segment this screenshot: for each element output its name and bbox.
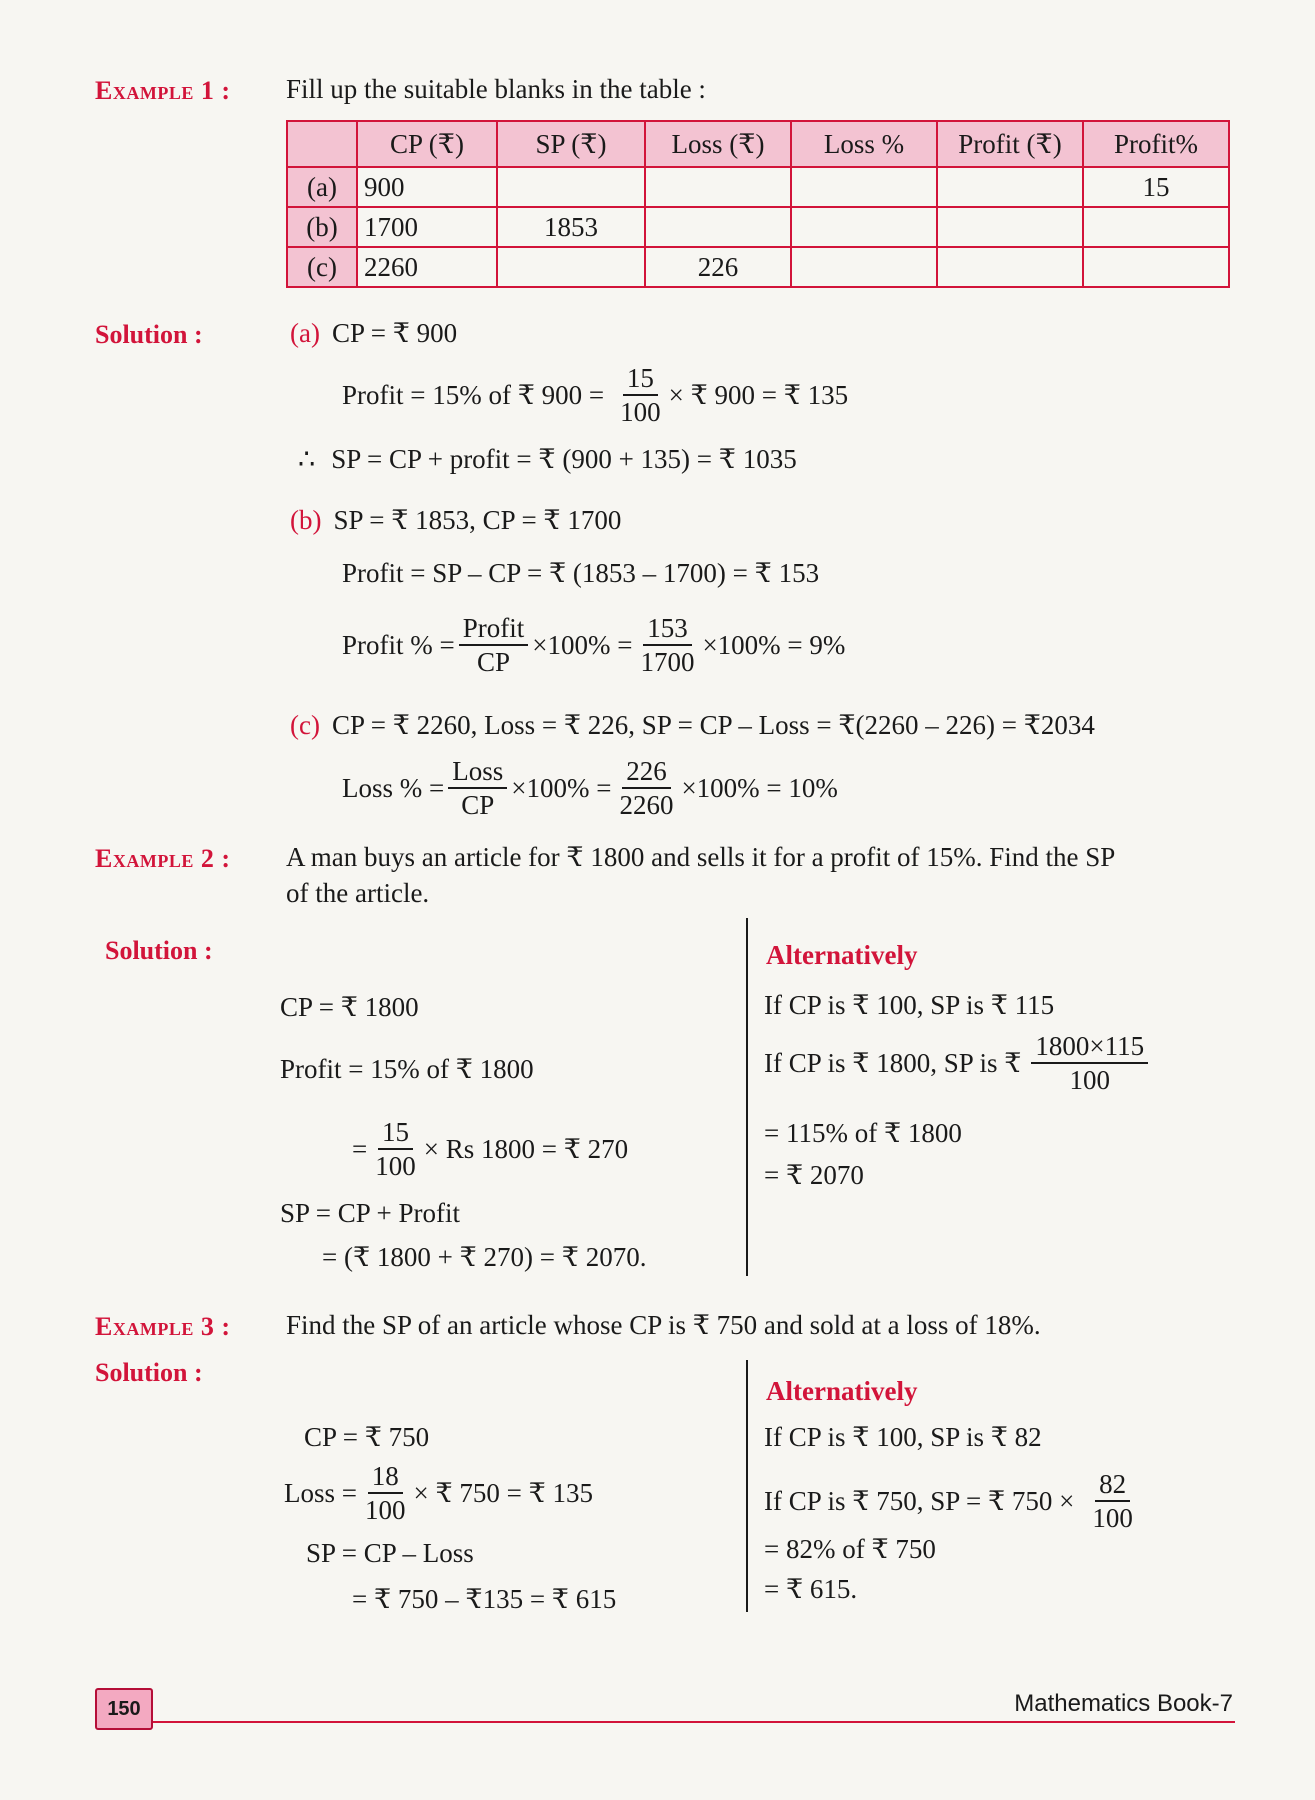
part-b-line-1	[290, 505, 621, 536]
fraction-denominator: 100	[1092, 1503, 1133, 1534]
table-cell	[1083, 247, 1229, 287]
ex2-right-line-2	[764, 1030, 1152, 1097]
ex2-right-line-1: If CP is ₹ 100, SP is ₹ 115	[764, 990, 1055, 1020]
fraction-denominator: 100	[620, 397, 661, 428]
table-header-cell: SP (₹)	[497, 121, 645, 167]
example-3-label: Example 3 :	[95, 1312, 231, 1341]
table-header-row	[287, 121, 1229, 167]
ex2-fraction	[371, 1116, 420, 1183]
ex2-left-line-4: SP = CP + Profit	[280, 1198, 461, 1228]
table-cell: 2260	[357, 247, 497, 287]
footer-rule	[150, 1721, 1235, 1723]
solution-3-label: Solution :	[95, 1358, 203, 1387]
fraction-denominator: CP	[476, 647, 510, 678]
ex2-alternatively-heading: Alternatively	[766, 940, 918, 970]
ex3-loss-post: × ₹ 750 = ₹ 135	[413, 1477, 594, 1508]
part-a-fraction	[616, 362, 665, 429]
ex3-right-line-2-pre: If CP is ₹ 750, SP = ₹ 750 ×	[764, 1485, 1075, 1516]
example-2-label: Example 2 :	[95, 844, 231, 873]
table-cell	[645, 167, 791, 207]
part-c-line-1	[290, 710, 1095, 741]
part-a-sp: SP = CP + profit = ₹ (900 + 135) = ₹ 1035	[331, 444, 797, 474]
table-cell	[791, 207, 937, 247]
profit-loss-table	[286, 120, 1230, 288]
ex2-right-line-4: = ₹ 2070	[764, 1160, 864, 1190]
fraction-numerator: 1800×115	[1031, 1030, 1148, 1064]
ex2-left-line-1: CP = ₹ 1800	[280, 992, 419, 1022]
table-cell	[1083, 207, 1229, 247]
ex3-left-line-1: CP = ₹ 750	[304, 1422, 430, 1452]
ex3-right-line-1: If CP is ₹ 100, SP is ₹ 82	[764, 1422, 1042, 1452]
ex3-alternatively-heading: Alternatively	[766, 1376, 918, 1406]
table-cell	[791, 167, 937, 207]
table-cell	[937, 207, 1083, 247]
fraction-numerator: 15	[623, 362, 658, 396]
solution-1-label: Solution :	[95, 320, 203, 349]
part-b-line-3	[342, 612, 845, 679]
fraction-denominator: 100	[1069, 1065, 1111, 1096]
table-cell: 1853	[497, 207, 645, 247]
table-row	[287, 207, 1229, 247]
part-b-sp-cp: SP = ₹ 1853, CP = ₹ 1700	[333, 505, 622, 535]
table-cell	[937, 247, 1083, 287]
fraction-denominator: 2260	[619, 790, 674, 821]
part-c-tag: (c)	[290, 710, 320, 740]
fraction-numerator: 18	[368, 1460, 403, 1494]
part-b-tag: (b)	[290, 505, 322, 535]
ex3-loss-pre: Loss =	[284, 1477, 357, 1508]
fraction-numerator: Profit	[459, 612, 529, 646]
ex2-left-line-3-post: × Rs 1800 = ₹ 270	[423, 1133, 629, 1164]
part-b-fraction-2	[636, 612, 698, 679]
ex3-right-line-3: = 82% of ₹ 750	[764, 1534, 936, 1564]
ex2-right-line-2-pre: If CP is ₹ 1800, SP is ₹	[764, 1047, 1022, 1078]
ex2-left-line-5: = (₹ 1800 + ₹ 270) = ₹ 2070.	[322, 1242, 647, 1272]
part-b-mid: ×100% =	[532, 629, 633, 660]
fraction-numerator: 153	[643, 612, 692, 646]
ex2-left-line-3	[352, 1116, 628, 1183]
table-cell	[497, 167, 645, 207]
part-a-line-1	[290, 318, 457, 349]
table-corner-cell	[287, 121, 357, 167]
part-c-values: CP = ₹ 2260, Loss = ₹ 226, SP = CP – Loss = ₹(2260 – 226) = ₹2034	[331, 710, 1095, 740]
part-c-fraction-1	[448, 755, 507, 822]
table-cell: 226	[645, 247, 791, 287]
ex2-equals: =	[352, 1133, 368, 1164]
table-row	[287, 167, 1229, 207]
part-b-line-2: Profit = SP – CP = ₹ (1853 – 1700) = ₹ 153	[342, 558, 820, 588]
example-3-question: Find the SP of an article whose CP is ₹ 750 and sold at a loss of 18%.	[286, 1310, 1041, 1340]
ex2-right-fraction	[1031, 1030, 1148, 1097]
table-header-cell: Profit%	[1083, 121, 1229, 167]
table-cell: 1700	[357, 207, 497, 247]
part-c-post: ×100% = 10%	[681, 772, 838, 803]
part-a-line-3	[298, 444, 797, 475]
ex3-right-line-2	[764, 1468, 1141, 1535]
part-c-loss-pct-pre: Loss % =	[342, 772, 445, 803]
part-a-cp: CP = ₹ 900	[331, 318, 458, 348]
part-a-profit-post: × ₹ 900 = ₹ 135	[668, 379, 849, 410]
ex3-left-line-4: = ₹ 750 – ₹135 = ₹ 615	[352, 1584, 617, 1614]
table-cell	[791, 247, 937, 287]
table-row	[287, 247, 1229, 287]
part-b-post: ×100% = 9%	[702, 629, 846, 660]
example-2-question-line-1: A man buys an article for ₹ 1800 and sells it for a profit of 15%. Find the SP	[286, 842, 1116, 872]
part-a-tag: (a)	[290, 318, 320, 348]
ex3-left-line-2	[284, 1460, 593, 1527]
example-1-label: Example 1 :	[95, 76, 231, 105]
part-c-fraction-2	[615, 755, 677, 822]
ex3-right-fraction	[1088, 1468, 1137, 1535]
table-row-label: (c)	[287, 247, 357, 287]
ex2-left-line-2: Profit = 15% of ₹ 1800	[280, 1054, 534, 1084]
table-cell: 900	[357, 167, 497, 207]
table-header-cell: CP (₹)	[357, 121, 497, 167]
table-row-label: (a)	[287, 167, 357, 207]
example-2-question-line-2: of the article.	[286, 878, 430, 908]
page-number: 150	[95, 1688, 153, 1730]
book-title: Mathematics Book-7	[1014, 1690, 1233, 1717]
table-row-label: (b)	[287, 207, 357, 247]
example-1-question: Fill up the suitable blanks in the table :	[286, 74, 706, 104]
fraction-numerator: 82	[1095, 1468, 1130, 1502]
therefore-symbol: ∴	[298, 444, 316, 474]
table-cell	[497, 247, 645, 287]
example-2-column-divider	[746, 918, 748, 1276]
table-cell	[645, 207, 791, 247]
fraction-denominator: 1700	[640, 647, 695, 678]
example-3-column-divider	[746, 1360, 748, 1612]
table-header-cell: Loss %	[791, 121, 937, 167]
ex2-right-line-3: = 115% of ₹ 1800	[764, 1118, 962, 1148]
solution-2-label: Solution :	[105, 936, 213, 965]
table-header-cell: Loss (₹)	[645, 121, 791, 167]
ex3-right-line-4: = ₹ 615.	[764, 1574, 858, 1604]
part-c-mid: ×100% =	[511, 772, 612, 803]
part-a-line-2	[342, 362, 848, 429]
fraction-numerator: 226	[622, 755, 671, 789]
fraction-numerator: Loss	[448, 755, 507, 789]
part-b-profit-pct-pre: Profit % =	[342, 629, 455, 660]
ex3-left-line-3: SP = CP – Loss	[306, 1538, 474, 1568]
fraction-numerator: 15	[378, 1116, 413, 1150]
part-c-line-2	[342, 755, 838, 822]
part-a-profit-pre: Profit = 15% of ₹ 900 =	[342, 379, 605, 410]
ex3-fraction	[361, 1460, 410, 1527]
table-cell: 15	[1083, 167, 1229, 207]
fraction-denominator: 100	[375, 1151, 416, 1182]
table-cell	[937, 167, 1083, 207]
part-b-fraction-1	[459, 612, 529, 679]
fraction-denominator: 100	[364, 1495, 406, 1526]
table-header-cell: Profit (₹)	[937, 121, 1083, 167]
fraction-denominator: CP	[461, 790, 495, 821]
